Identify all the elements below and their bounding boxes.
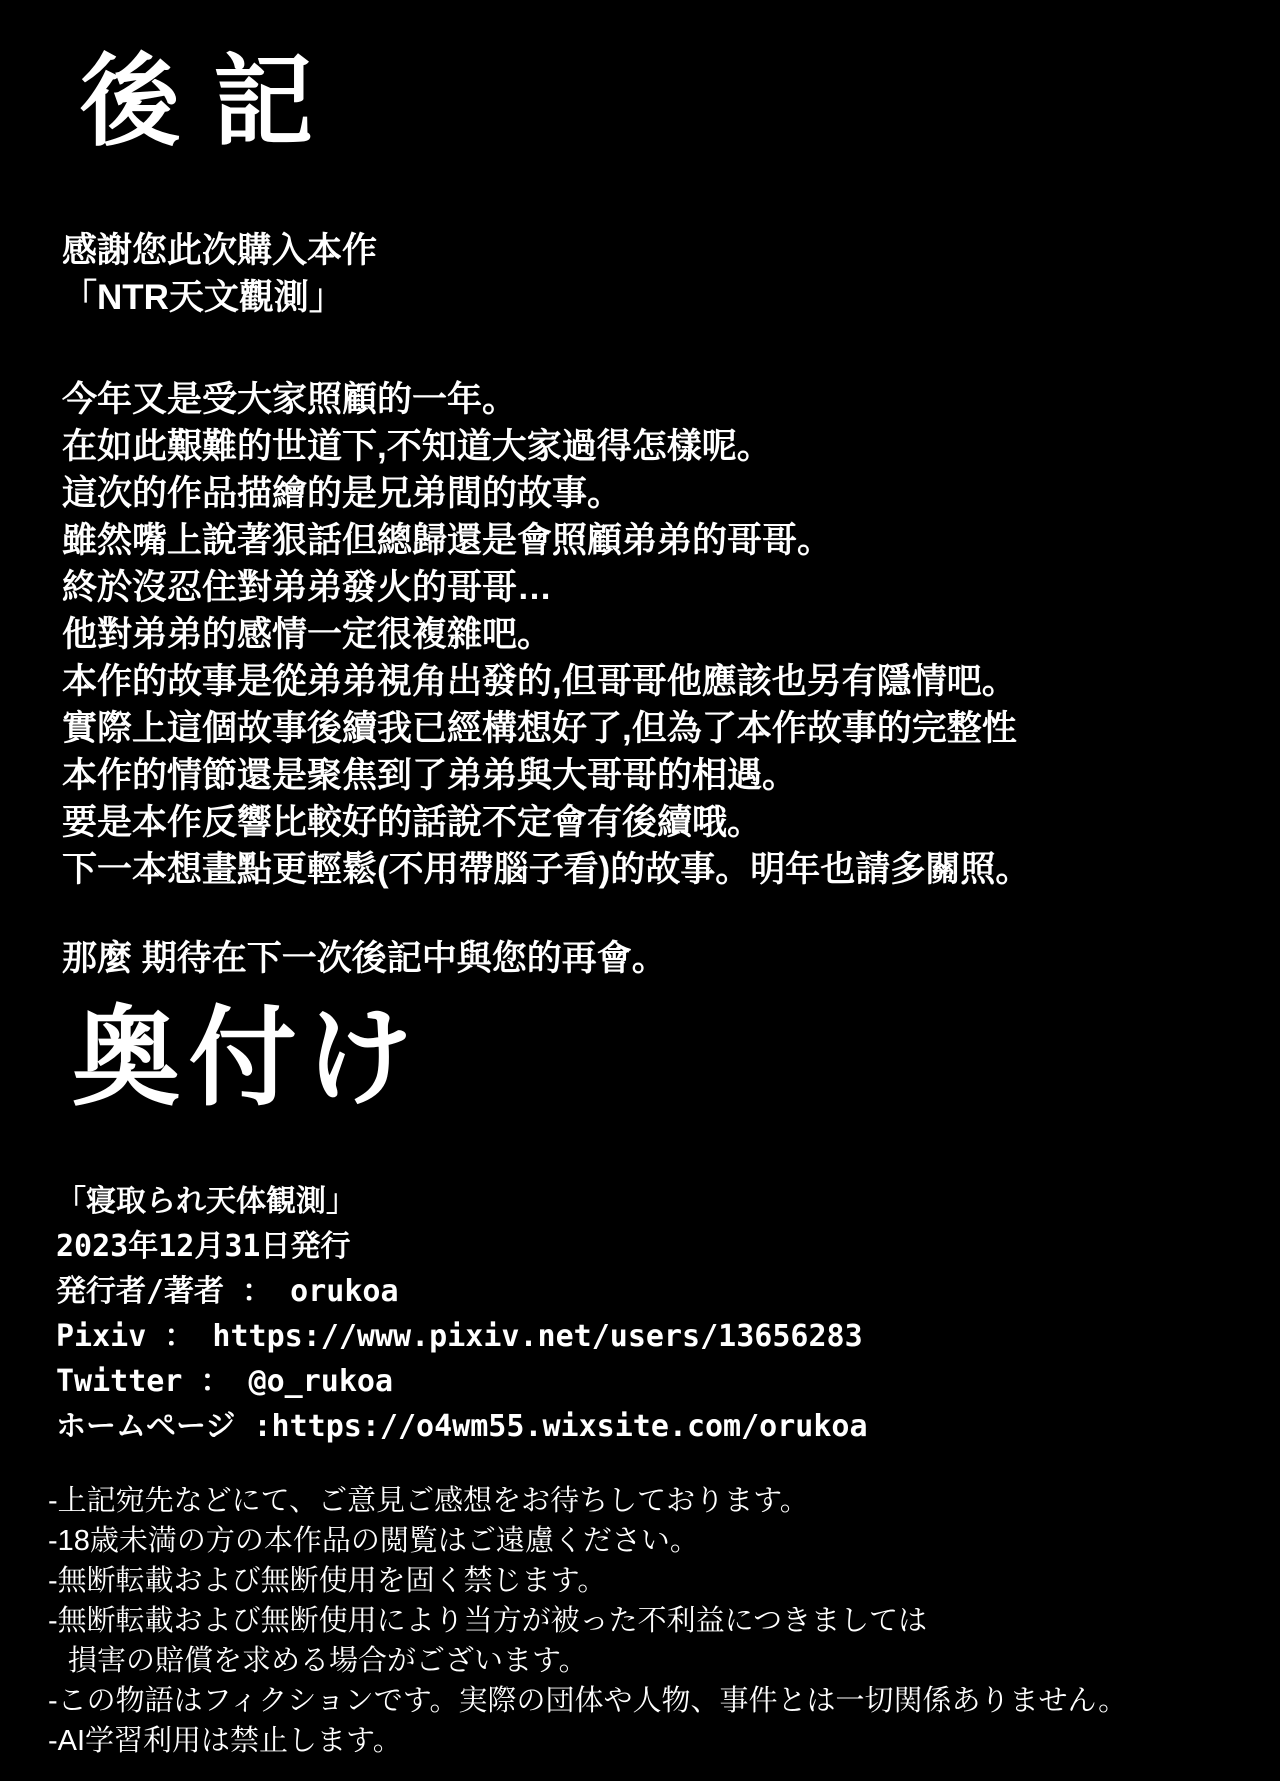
afterword-body-line: 終於沒忍住對弟弟發火的哥哥…: [62, 568, 553, 607]
afterword-body: [0, 376, 1280, 893]
note-line: -無断転載および無断使用により当方が被った不利益につきましては: [48, 1604, 928, 1637]
afterword-body-line: 要是本作反響比較好的話說不定會有後續哦。: [62, 803, 763, 842]
colophon-info: [0, 1179, 1280, 1449]
colophon-book-title: 「寝取られ天体観測」: [56, 1183, 356, 1219]
afterword-body-line: 在如此艱難的世道下,不知道大家過得怎樣呢。: [62, 427, 772, 466]
colophon-pixiv-url: Pixiv ： https://www.pixiv.net/users/13656283: [56, 1318, 863, 1354]
afterword-body-line: 實際上這個故事後續我已經構想好了,但為了本作故事的完整性: [62, 709, 1017, 748]
afterword-intro-line: 「NTR天文觀測」: [62, 278, 344, 317]
afterword-body-line: 今年又是受大家照顧的一年。: [62, 380, 518, 419]
colophon-publish-date: 2023年12月31日発行: [56, 1228, 351, 1264]
afterword-closing: [0, 935, 1280, 982]
note-line: -この物語はフィクションです。実際の団体や人物、事件とは一切関係ありません。: [48, 1684, 1128, 1717]
afterword-body-line: 這次的作品描繪的是兄弟間的故事。: [62, 474, 623, 513]
legal-notes: [0, 1481, 1280, 1761]
note-line: 損害の賠償を求める場合がございます。: [68, 1644, 588, 1677]
afterword-intro: [0, 227, 1280, 321]
note-line: -上記宛先などにて、ご意見ご感想をお待ちしております。: [48, 1484, 809, 1517]
afterword-title: 後記: [80, 46, 346, 158]
afterword-intro-line: 感謝您此次購入本作: [62, 231, 378, 270]
colophon-author: 発行者/著者 ： orukoa: [56, 1273, 399, 1309]
afterword-body-line: 下一本想畫點更輕鬆(不用帶腦子看)的故事。明年也請多關照。: [62, 850, 1031, 889]
note-line: -AI学習利用は禁止します。: [48, 1724, 402, 1757]
colophon-homepage-url: ホームページ :https://o4wm55.wixsite.com/orukoa: [56, 1408, 868, 1444]
afterword-body-line: 雖然嘴上說著狠話但總歸還是會照顧弟弟的哥哥。: [62, 521, 833, 560]
afterword-body-line: 他對弟弟的感情一定很複雜吧。: [62, 615, 553, 654]
note-line: -18歳未満の方の本作品の閲覧はご遠慮ください。: [48, 1524, 699, 1557]
colophon-title: 奥付け: [72, 997, 422, 1118]
afterword-closing-line: 那麼 期待在下一次後記中與您的再會。: [62, 939, 667, 978]
note-line: -無断転載および無断使用を固く禁じます。: [48, 1564, 607, 1597]
afterword-body-line: 本作的情節還是聚焦到了弟弟與大哥哥的相遇。: [62, 756, 798, 795]
colophon-twitter-handle: Twitter ： @o_rukoa: [56, 1363, 394, 1399]
afterword-body-line: 本作的故事是從弟弟視角出發的,但哥哥他應該也另有隱情吧。: [62, 662, 1017, 701]
